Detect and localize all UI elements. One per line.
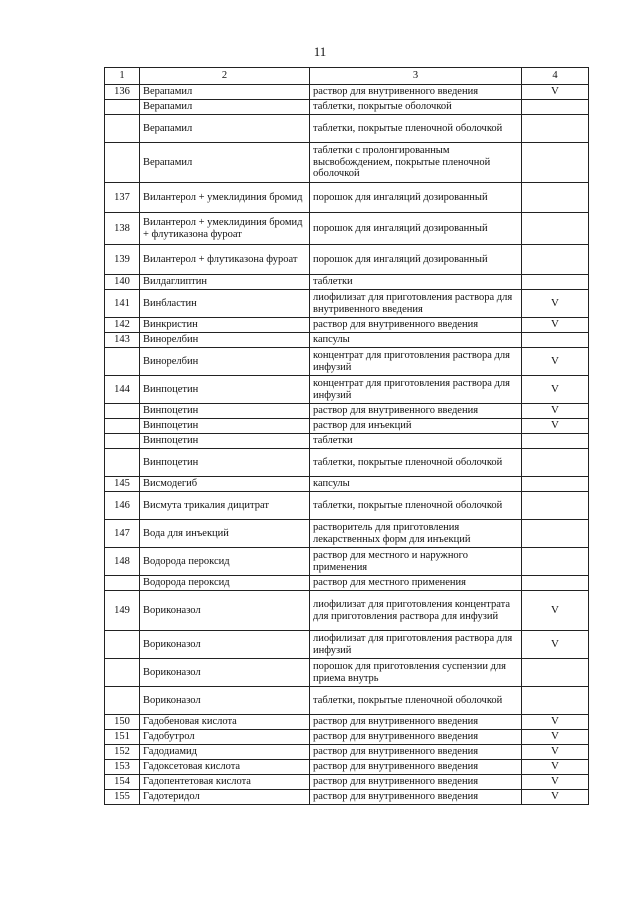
table-row xyxy=(105,687,589,715)
drug-name: Верапамил xyxy=(140,143,310,183)
drug-name: Вилантерол + умеклидиния бромид + флутиказона фуроат xyxy=(140,213,310,245)
drug-name: Вилдаглиптин xyxy=(140,275,310,290)
drug-name: Висмодегиб xyxy=(140,477,310,492)
table-row xyxy=(105,100,589,115)
dosage-form: раствор для внутривенного введения xyxy=(310,730,522,745)
row-number: 136 xyxy=(105,85,140,100)
drug-name: Винкристин xyxy=(140,318,310,333)
row-number: 150 xyxy=(105,715,140,730)
mark-cell: V xyxy=(522,775,589,790)
drug-name: Винпоцетин xyxy=(140,404,310,419)
dosage-form: таблетки, покрытые пленочной оболочкой xyxy=(310,449,522,477)
row-number: 153 xyxy=(105,760,140,775)
table-row xyxy=(105,245,589,275)
row-number: 154 xyxy=(105,775,140,790)
row-number xyxy=(105,434,140,449)
mark-cell xyxy=(522,115,589,143)
mark-cell xyxy=(522,143,589,183)
mark-cell xyxy=(522,548,589,576)
dosage-form: раствор для инъекций xyxy=(310,419,522,434)
header-col-2: 2 xyxy=(140,68,310,85)
drug-name: Винпоцетин xyxy=(140,434,310,449)
drug-name: Висмута трикалия дицитрат xyxy=(140,492,310,520)
header-col-3: 3 xyxy=(310,68,522,85)
drug-name: Водорода пероксид xyxy=(140,548,310,576)
mark-cell: V xyxy=(522,348,589,376)
mark-cell xyxy=(522,213,589,245)
row-number xyxy=(105,348,140,376)
row-number: 151 xyxy=(105,730,140,745)
dosage-form: таблетки, покрытые оболочкой xyxy=(310,100,522,115)
row-number: 148 xyxy=(105,548,140,576)
mark-cell xyxy=(522,687,589,715)
drug-name: Винбластин xyxy=(140,290,310,318)
row-number xyxy=(105,687,140,715)
row-number: 139 xyxy=(105,245,140,275)
mark-cell: V xyxy=(522,290,589,318)
drug-name: Винорелбин xyxy=(140,348,310,376)
drug-name: Винпоцетин xyxy=(140,449,310,477)
table-row xyxy=(105,404,589,419)
dosage-form: раствор для внутривенного введения xyxy=(310,404,522,419)
row-number: 149 xyxy=(105,591,140,631)
table-row xyxy=(105,333,589,348)
dosage-form: таблетки, покрытые пленочной оболочкой xyxy=(310,115,522,143)
drug-name: Вориконазол xyxy=(140,591,310,631)
drug-name: Верапамил xyxy=(140,85,310,100)
row-number: 145 xyxy=(105,477,140,492)
table-row xyxy=(105,477,589,492)
mark-cell: V xyxy=(522,760,589,775)
drug-name: Гадотеридол xyxy=(140,790,310,805)
drug-name: Вилантерол + флутиказона фуроат xyxy=(140,245,310,275)
dosage-form: лиофилизат для приготовления раствора для инфузий xyxy=(310,631,522,659)
table-row xyxy=(105,715,589,730)
table-row xyxy=(105,591,589,631)
mark-cell xyxy=(522,100,589,115)
table-row xyxy=(105,318,589,333)
drug-name: Гадобеновая кислота xyxy=(140,715,310,730)
dosage-form: капсулы xyxy=(310,333,522,348)
dosage-form: раствор для внутривенного введения xyxy=(310,775,522,790)
mark-cell xyxy=(522,576,589,591)
page-number: 11 xyxy=(313,44,327,59)
table-row xyxy=(105,434,589,449)
mark-cell: V xyxy=(522,790,589,805)
header-col-4: 4 xyxy=(522,68,589,85)
dosage-form: таблетки, покрытые пленочной оболочкой xyxy=(310,687,522,715)
drug-name: Водорода пероксид xyxy=(140,576,310,591)
mark-cell xyxy=(522,333,589,348)
row-number: 152 xyxy=(105,745,140,760)
row-number: 142 xyxy=(105,318,140,333)
table-row xyxy=(105,143,589,183)
table-row xyxy=(105,213,589,245)
drug-name: Вориконазол xyxy=(140,659,310,687)
table-row xyxy=(105,449,589,477)
mark-cell xyxy=(522,492,589,520)
row-number: 147 xyxy=(105,520,140,548)
row-number: 137 xyxy=(105,183,140,213)
drug-name: Верапамил xyxy=(140,100,310,115)
table-row xyxy=(105,85,589,100)
row-number xyxy=(105,419,140,434)
dosage-form: капсулы xyxy=(310,477,522,492)
table-row xyxy=(105,760,589,775)
mark-cell xyxy=(522,245,589,275)
mark-cell: V xyxy=(522,745,589,760)
mark-cell: V xyxy=(522,404,589,419)
table-row xyxy=(105,520,589,548)
dosage-form: раствор для внутривенного введения xyxy=(310,318,522,333)
table-header-row xyxy=(105,68,589,85)
mark-cell: V xyxy=(522,715,589,730)
table-row xyxy=(105,576,589,591)
row-number: 140 xyxy=(105,275,140,290)
dosage-form: лиофилизат для приготовления раствора для внутривенного введения xyxy=(310,290,522,318)
mark-cell: V xyxy=(522,85,589,100)
dosage-form: порошок для ингаляций дозированный xyxy=(310,183,522,213)
table-row xyxy=(105,376,589,404)
mark-cell xyxy=(522,477,589,492)
drug-name: Гадодиамид xyxy=(140,745,310,760)
drug-name: Винпоцетин xyxy=(140,376,310,404)
row-number xyxy=(105,631,140,659)
mark-cell: V xyxy=(522,730,589,745)
dosage-form: раствор для внутривенного введения xyxy=(310,760,522,775)
mark-cell: V xyxy=(522,631,589,659)
row-number: 144 xyxy=(105,376,140,404)
drug-name: Винпоцетин xyxy=(140,419,310,434)
row-number xyxy=(105,449,140,477)
drug-name: Верапамил xyxy=(140,115,310,143)
drug-name: Винорелбин xyxy=(140,333,310,348)
table-row xyxy=(105,419,589,434)
mark-cell xyxy=(522,520,589,548)
table-row xyxy=(105,183,589,213)
table-row xyxy=(105,348,589,376)
mark-cell xyxy=(522,434,589,449)
table-row xyxy=(105,730,589,745)
drug-name: Гадобутрол xyxy=(140,730,310,745)
mark-cell xyxy=(522,659,589,687)
row-number: 143 xyxy=(105,333,140,348)
table-row xyxy=(105,775,589,790)
drug-name: Гадоксетовая кислота xyxy=(140,760,310,775)
row-number: 155 xyxy=(105,790,140,805)
drug-name: Вода для инъекций xyxy=(140,520,310,548)
dosage-form: таблетки, покрытые пленочной оболочкой xyxy=(310,492,522,520)
mark-cell: V xyxy=(522,419,589,434)
mark-cell: V xyxy=(522,376,589,404)
dosage-form: порошок для приготовления суспензии для приема внутрь xyxy=(310,659,522,687)
row-number: 138 xyxy=(105,213,140,245)
table-row xyxy=(105,115,589,143)
row-number xyxy=(105,659,140,687)
drug-name: Вориконазол xyxy=(140,631,310,659)
row-number xyxy=(105,115,140,143)
table-row xyxy=(105,290,589,318)
drug-name: Гадопентетовая кислота xyxy=(140,775,310,790)
dosage-form: раствор для внутривенного введения xyxy=(310,745,522,760)
dosage-form: раствор для местного и наружного применения xyxy=(310,548,522,576)
dosage-form: лиофилизат для приготовления концентрата для приготовления раствора для инфузий xyxy=(310,591,522,631)
row-number xyxy=(105,100,140,115)
row-number xyxy=(105,143,140,183)
table-row xyxy=(105,659,589,687)
drug-name: Вориконазол xyxy=(140,687,310,715)
dosage-form: таблетки xyxy=(310,275,522,290)
dosage-form: растворитель для приготовления лекарственных форм для инъекций xyxy=(310,520,522,548)
mark-cell xyxy=(522,449,589,477)
mark-cell xyxy=(522,183,589,213)
dosage-form: раствор для внутривенного введения xyxy=(310,85,522,100)
mark-cell: V xyxy=(522,318,589,333)
dosage-form: порошок для ингаляций дозированный xyxy=(310,245,522,275)
dosage-form: концентрат для приготовления раствора для инфузий xyxy=(310,376,522,404)
row-number: 146 xyxy=(105,492,140,520)
row-number xyxy=(105,576,140,591)
table-row xyxy=(105,745,589,760)
dosage-form: раствор для внутривенного введения xyxy=(310,715,522,730)
dosage-form: раствор для местного применения xyxy=(310,576,522,591)
drug-table xyxy=(104,67,589,805)
dosage-form: концентрат для приготовления раствора для инфузий xyxy=(310,348,522,376)
drug-name: Вилантерол + умеклидиния бромид xyxy=(140,183,310,213)
mark-cell xyxy=(522,275,589,290)
row-number xyxy=(105,404,140,419)
table-row xyxy=(105,275,589,290)
mark-cell: V xyxy=(522,591,589,631)
row-number: 141 xyxy=(105,290,140,318)
dosage-form: раствор для внутривенного введения xyxy=(310,790,522,805)
header-col-1: 1 xyxy=(105,68,140,85)
dosage-form: порошок для ингаляций дозированный xyxy=(310,213,522,245)
dosage-form: таблетки xyxy=(310,434,522,449)
table-row xyxy=(105,548,589,576)
table-row xyxy=(105,790,589,805)
dosage-form: таблетки с пролонгированным высвобождением, покрытые пленочной оболочкой xyxy=(310,143,522,183)
table-row xyxy=(105,492,589,520)
table-row xyxy=(105,631,589,659)
